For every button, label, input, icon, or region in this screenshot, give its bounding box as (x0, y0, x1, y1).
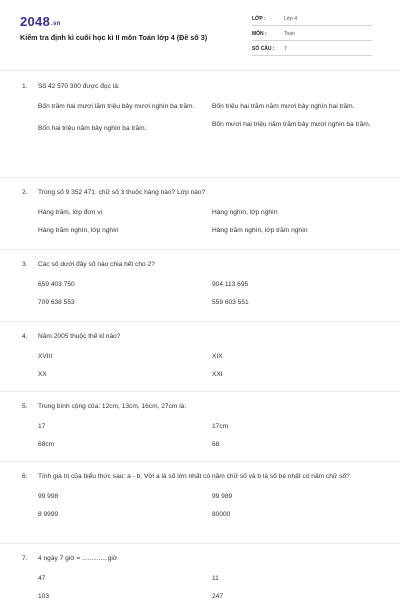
answer-option[interactable]: Bốn mươi hai triệu năm trăm bảy mươi nghìn ba trăm. (212, 120, 371, 128)
question-number: 5. (22, 403, 28, 410)
question-header (22, 250, 380, 270)
site-logo[interactable] (20, 14, 61, 29)
answer-options (22, 564, 380, 600)
answer-option[interactable]: Bốn trăm hai mươi lăm triệu bảy mươi nghìn ba trăm. (38, 103, 195, 110)
page-header (0, 0, 400, 64)
question-1 (0, 72, 400, 178)
answer-option[interactable]: Hàng trăm nghìn, lớp trăm nghìn (212, 226, 308, 234)
answer-option[interactable]: 17 (38, 423, 46, 430)
question-header (22, 178, 380, 198)
question-text: 4 ngày 7 giờ = ..............giờ (38, 555, 118, 562)
answer-options (22, 92, 380, 143)
answer-option[interactable]: XX (38, 370, 47, 378)
answer-option[interactable]: 709 638 553 (38, 298, 75, 306)
answer-option[interactable]: 80000 (212, 510, 231, 518)
logo-text: 2048 (20, 14, 51, 29)
question-header (22, 544, 380, 564)
question-header (22, 392, 380, 412)
question-text: Tính giá trị của biểu thức sau: a - b. Với a là số lớn nhất có năm chữ số và b là số bé nhất có năm chữ số? (38, 473, 350, 480)
answer-option[interactable]: 904 113 695 (212, 281, 249, 288)
meta-row-class (252, 13, 372, 26)
answer-option[interactable]: 103 (38, 592, 50, 600)
answer-option[interactable]: 99 989 (212, 493, 233, 500)
answer-option[interactable]: Bốn hai triệu năm bảy nghìn ba trăm. (38, 124, 147, 132)
question-text: Năm 2005 thuộc thế kỉ nào? (38, 333, 121, 340)
question-number: 3. (22, 261, 28, 268)
answer-option[interactable]: 247 (212, 592, 224, 600)
question-header (22, 72, 380, 92)
meta-key: MÔN : (252, 31, 267, 37)
answer-option[interactable]: 47 (38, 575, 46, 582)
meta-key: SỐ CÂU : (252, 46, 275, 52)
answer-options (22, 198, 380, 245)
question-text: Trung bình cộng của: 12cm, 13cm, 16cm, 27cm là: (38, 403, 187, 410)
answer-option[interactable]: 559 603 551 (212, 298, 249, 306)
question-header (22, 462, 380, 482)
question-2 (0, 178, 400, 250)
question-5 (0, 392, 400, 462)
question-3 (0, 250, 400, 322)
document-title: Kiểm tra định kì cuối học kì II môn Toán lớp 4 (Đề số 3) (20, 33, 208, 42)
answer-options (22, 342, 380, 389)
question-4 (0, 322, 400, 392)
answer-option[interactable]: Hàng trăm, lớp đơn vị (38, 209, 102, 216)
answer-option[interactable]: 68cm (38, 440, 55, 448)
meta-key: LỚP : (252, 16, 266, 22)
answer-option[interactable]: XIX (212, 353, 223, 360)
meta-row-subject (252, 28, 372, 41)
meta-value: 7 (284, 46, 287, 52)
answer-option[interactable]: Hàng trăm nghìn, lớp nghìn (38, 226, 119, 234)
meta-value: Lớp 4 (284, 16, 298, 22)
meta-row-count (252, 43, 372, 56)
question-text: Trong số 9 352 471: chữ số 3 thuộc hàng nào? Lớp nào? (38, 189, 206, 196)
answer-option[interactable]: 8 9999 (38, 510, 59, 518)
question-number: 7. (22, 555, 28, 562)
meta-value: Toán (284, 31, 295, 37)
answer-option[interactable]: 659 403 750 (38, 281, 75, 288)
answer-option[interactable]: Bốn triệu hai trăm năm mươi bảy nghìn hai trăm. (212, 103, 355, 110)
header-divider (0, 70, 400, 71)
question-7 (0, 544, 400, 600)
question-list (0, 72, 400, 600)
question-number: 2. (22, 189, 28, 196)
answer-option[interactable]: XXI (212, 370, 223, 378)
document-meta (252, 13, 372, 58)
question-text: Các số dưới đây số nào chia hết cho 2? (38, 261, 155, 268)
question-number: 4. (22, 333, 28, 340)
answer-option[interactable]: 17cm (212, 423, 229, 430)
answer-option[interactable]: 68 (212, 440, 220, 448)
answer-options (22, 412, 380, 459)
question-number: 1. (22, 83, 28, 90)
answer-option[interactable]: XVIII (38, 353, 53, 360)
question-number: 6. (22, 473, 28, 480)
question-header (22, 322, 380, 342)
answer-options (22, 270, 380, 317)
answer-option[interactable]: 99 998 (38, 493, 59, 500)
answer-option[interactable]: Hàng nghìn, lớp nghìn (212, 209, 278, 216)
answer-options (22, 482, 380, 529)
question-text: Số 42 570 300 được đọc là: (38, 83, 120, 90)
answer-option[interactable]: 11 (212, 575, 219, 582)
logo-suffix: .vn (51, 21, 61, 27)
question-6 (0, 462, 400, 544)
